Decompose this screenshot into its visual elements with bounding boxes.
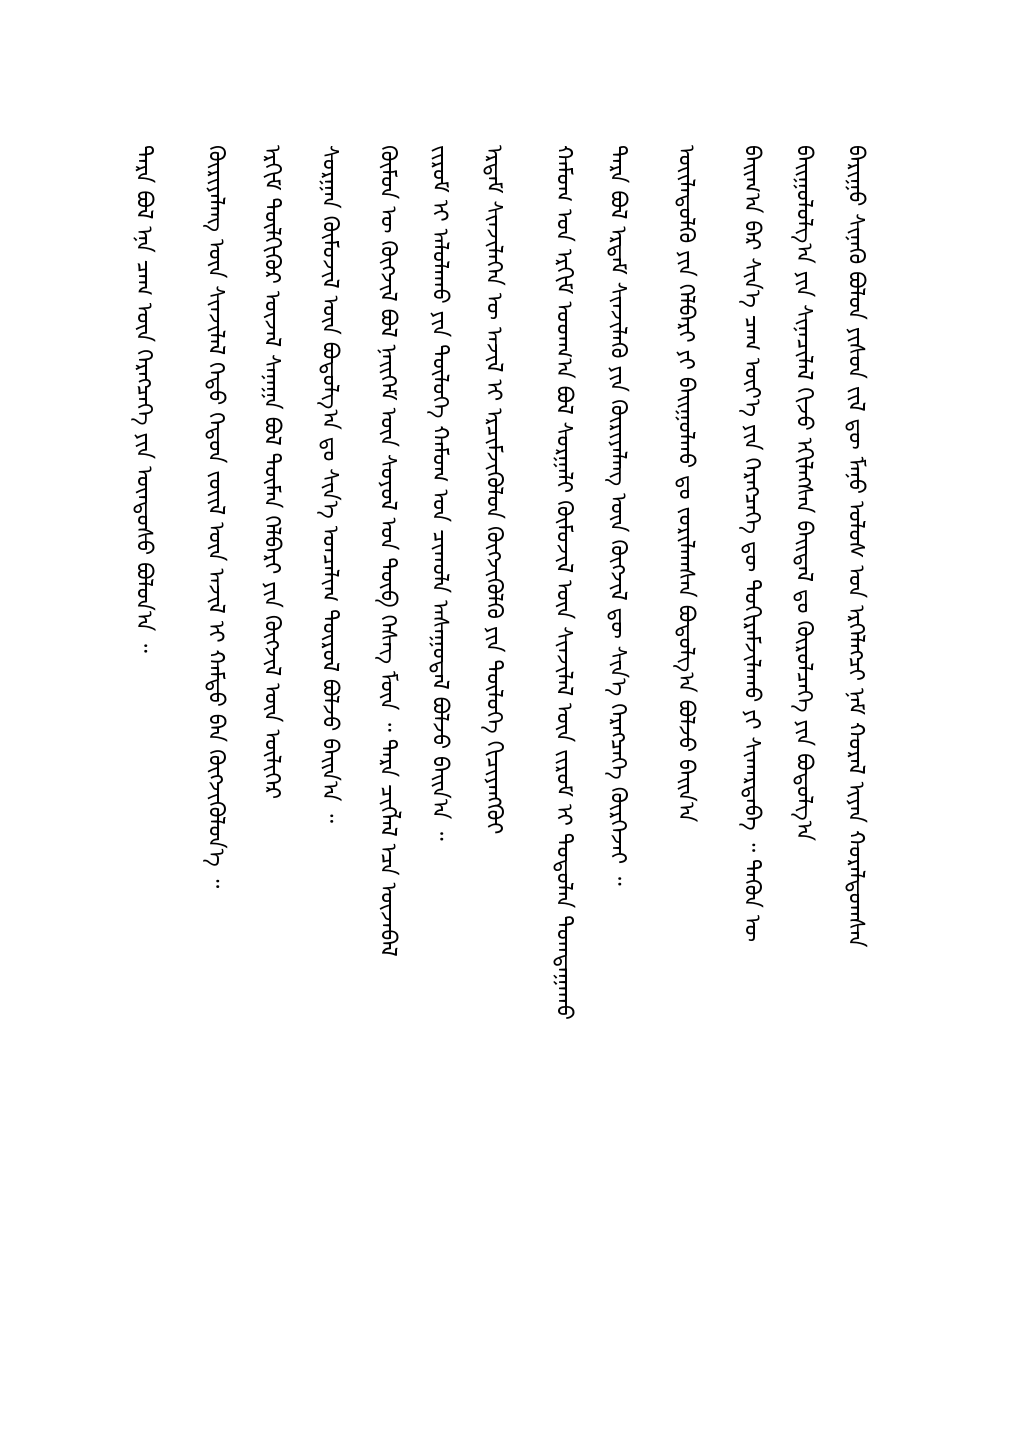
text-line: ᠡᠷᠬᠢᠮ ᠲᠦᠯᠬᠢᠭᠦᠷ ᠦᠵᠡᠯ ᠰᠠᠨᠠᠭᠠ ᠪᠣᠯ ᠲᠦᠮᠡᠨ ᠬᠡᠯᠪᠡᠷᠢ ᠶᠢᠨ ᠬᠥᠭᠵᠢᠯ ᠦᠨ ᠦᠯᠢᠭᠡᠷ — [259, 145, 284, 800]
text-line: ᠪᠠᠢᠭᠤᠯᠤᠯᠭ᠎ᠠ ᠶᠢᠨ ᠰᠢᠨᠡᠴᠢᠯᠡᠯ ᠬᠢᠵᠦ ᠡᠬᠢᠯᠡᠭᠰᠡᠨ ᠪᠠᠢᠳᠠᠯ ᠳᠤ ᠬᠦᠷᠦᠯᠴᠡᠭᠡ ᠶᠢᠨ ᠪᠣᠳᠣᠯᠭ᠎ᠠ — [791, 145, 816, 842]
text-line: ᠬᠠᠮᠤᠭ ᠤᠨ ᠡᠷᠬᠢᠮ ᠤᠳᠬ᠎ᠠ ᠪᠣᠯ ᠰᠤᠷᠭᠠᠯᠢ ᠬᠦᠮᠦᠵᠢᠯ ᠦᠨ ᠰᠢᠨᠵᠢᠯᠡᠯ ᠦᠨ ᠵᠢᠷᠤᠮ ᠢ ᠲᠣᠳᠣᠯᠠᠨ ᠲᠣᠭᠲᠠᠭᠠᠬᠤ — [551, 145, 576, 1020]
text-line: ᠲᠡᠷᠡ ᠪᠣᠯ ᠡᠨᠡ ᠴᠠᠭ ᠦᠨ ᠬᠡᠷᠡᠭᠴᠡᠭᠡ ᠶᠢᠨ ᠦᠨᠳᠦᠰᠦ ᠪᠣᠯᠤᠨ᠎ᠠ ᠃ — [131, 145, 156, 653]
text-line: ᠡᠷᠳᠡᠮ ᠰᠢᠨᠵᠢᠯᠡᠭᠡᠨ ᠦ ᠠᠵᠢᠯ ᠢ ᠡᠷᠴᠢᠮᠵᠢᠭᠦᠯᠦᠨ ᠬᠥᠭᠵᠢᠭᠦᠯᠬᠦ ᠶᠢᠨ ᠲᠥᠯᠦᠭ᠌ᠡ ᠬᠢᠴᠢᠶᠡᠩᠭᠦᠢ — [481, 145, 506, 835]
text-line: ᠪᠠᠷᠢᠭᠤ ᠰᠢᠨᠡᠬᠦ ᠪᠣᠯᠣᠨ ᠶᠢᠰᠦᠨ ᠵᠢᠯ ᠳᠦ ᠮᠠᠨᠤ ᠤᠯᠤᠰ ᠤᠨ ᠡᠷᠬᠡᠯᠡᠭᠴᠢ ᠨᠠᠮ ᠬᠤᠷᠠᠯ ᠢᠶᠠᠨ ᠬᠤᠷᠠᠯᠳᠤᠭᠰᠠᠨ — [843, 145, 868, 948]
text-line: ᠪᠠᠢᠭ᠎ᠠ ᠪᠡᠷ ᠰᠢᠨ᠎ᠡ ᠴᠠᠭ ᠦᠶ᠎ᠡ ᠶᠢᠨ ᠬᠡᠷᠡᠭᠴᠡᠭᠡ ᠳᠦ ᠲᠣᠬᠢᠷᠠᠮᠵᠢᠯᠠᠬᠤ ᠶᠢ ᠰᠢᠬᠠᠷᠳᠠᠪᠠ ᠃ ᠲᠡᠭᠦᠨ ᠦ — [739, 145, 764, 943]
vertical-text-block — [128, 145, 868, 1315]
text-line: ᠵᠢᠷᠤᠮ ᠢ ᠠᠯᠤᠯᠠᠬᠤ ᠶᠢᠨ ᠲᠥᠯᠦᠭ᠌ᠡ ᠬᠠᠮᠤᠭ ᠤᠨ ᠴᠢᠬᠤᠯᠠ ᠠᠰᠠᠭᠤᠳᠠᠯ ᠪᠣᠯᠵᠤ ᠪᠠᠢᠨ᠎ᠠ ᠃ — [427, 145, 452, 841]
text-line: ᠬᠦᠮᠦᠨ ᠦ ᠬᠥᠭᠵᠢᠯ ᠪᠣᠯ ᠨᠡᠢᠭᠡᠮ ᠦᠨ ᠰᠣᠶᠣᠯ ᠤᠨ ᠲᠥᠪ ᠬᠡᠰᠡᠭ ᠮᠥᠨ ᠃ ᠲᠡᠷᠡ ᠴᠢᠭᠯᠡᠯ ᠡᠴᠡ ᠦᠵᠡᠪᠡᠯ — [375, 145, 400, 957]
text-line: ᠰᠤᠷᠭᠠᠨ ᠬᠦᠮᠦᠵᠢᠯ ᠦᠨ ᠪᠣᠳᠣᠯᠭ᠎ᠠ ᠳᠤ ᠰᠢᠨ᠎ᠡ ᠣᠨᠴᠠᠯᠢᠭ ᠲᠦᠷᠦᠯ ᠪᠣᠯᠵᠤ ᠪᠠᠢᠨ᠎ᠠ ᠃ — [317, 145, 342, 823]
text-line: ᠦᠢᠯᠡᠳᠦᠯᠬᠦ ᠶᠢᠨ ᠬᠡᠯᠪᠡᠷᠢ ᠶᠢ ᠪᠠᠢᠭᠤᠯᠬᠤ ᠳᠤ ᠵᠣᠷᠢᠯᠠᠭᠰᠠᠨ ᠪᠣᠳᠣᠯᠭ᠎ᠠ ᠪᠣᠯᠵᠤ ᠪᠠᠢᠨ᠎ᠠ — [673, 145, 698, 823]
text-line: ᠬᠦᠷᠢᠶᠡᠯᠡᠩ ᠦᠨ ᠰᠢᠨᠵᠢᠯᠡᠯ ᠬᠡᠳᠦ ᠬᠡᠳᠦᠨ ᠵᠦᠢᠯ ᠦᠨ ᠠᠵᠢᠯ ᠢ ᠬᠠᠮᠲᠤ ᠪᠠᠨ ᠬᠥᠭᠵᠢᠭᠦᠯᠦᠨ᠎ᠡ ᠃ — [203, 145, 228, 889]
text-line: ᠲᠡᠷᠡ ᠪᠣᠯ ᠡᠷᠳᠡᠮ ᠰᠢᠨᠵᠢᠯᠡᠬᠦ ᠶᠢᠨ ᠬᠦᠷᠢᠶᠡᠯᠡᠩ ᠦᠨ ᠬᠥᠭᠵᠢᠯ ᠳᠦ ᠰᠢᠨ᠎ᠡ ᠬᠡᠷᠡᠭᠴᠡᠭᠡ ᠬᠦᠷᠭᠡᠵᠡᠢ ᠃ — [605, 145, 630, 886]
